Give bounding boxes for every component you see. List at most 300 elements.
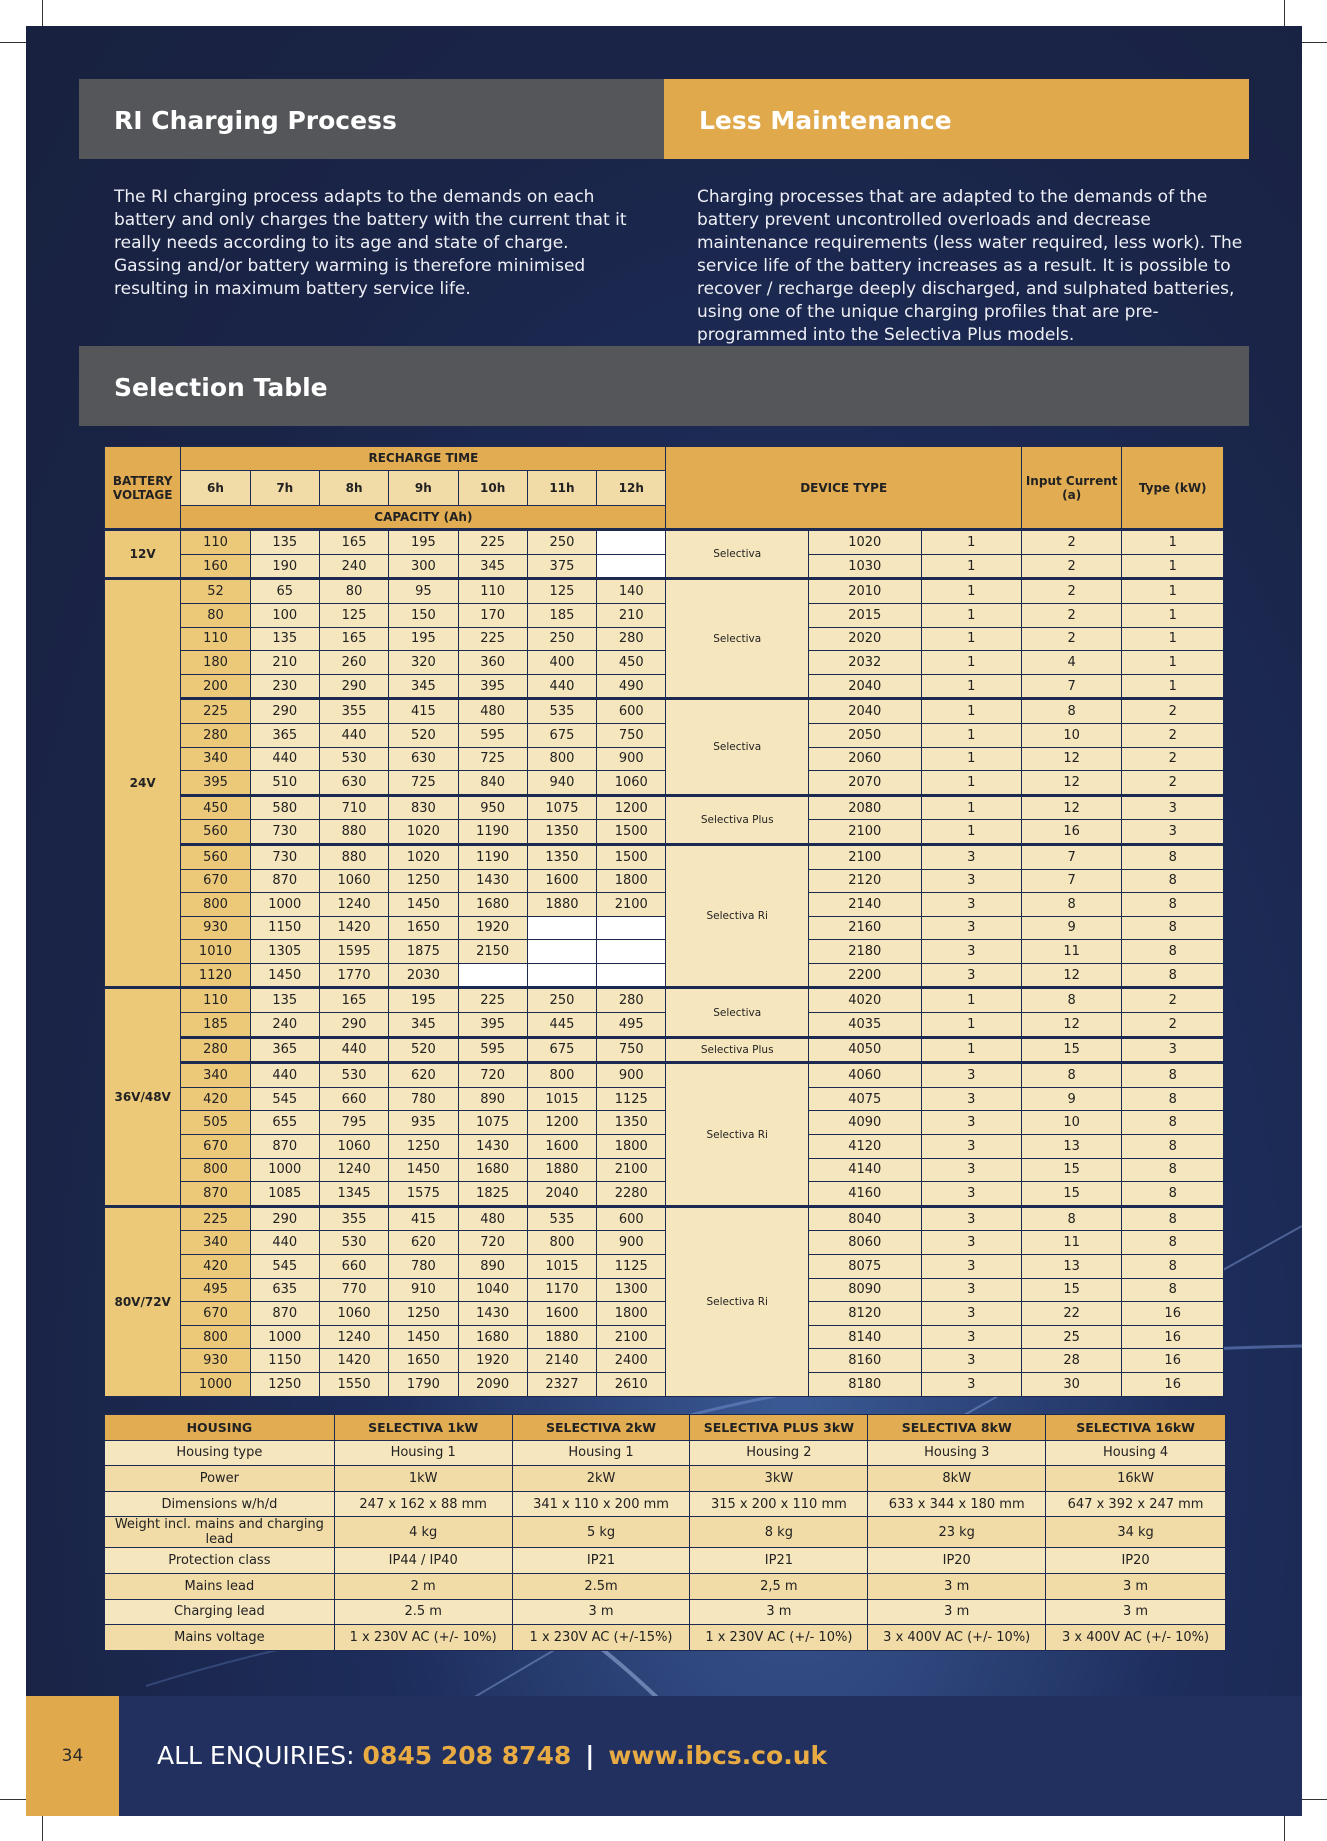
capacity-cell: 870 [250,869,319,893]
model-cell: 4120 [809,1135,922,1159]
capacity-cell: 1770 [319,963,388,988]
housing-value-cell: IP21 [512,1548,690,1574]
capacity-header: CAPACITY (Ah) [181,505,666,530]
housing-value-cell: 3 m [1046,1573,1226,1599]
capacity-cell: 580 [250,795,319,820]
capacity-cell: 1170 [527,1278,596,1302]
input-current-cell: 12 [1021,771,1121,796]
capacity-cell: 110 [181,627,250,651]
capacity-cell: 210 [597,603,666,627]
capacity-cell: 1350 [527,820,596,845]
table-row [105,723,1224,747]
phase-cell: 1 [921,603,1021,627]
capacity-cell: 320 [389,651,458,675]
type-kw-cell: 1 [1122,579,1224,604]
capacity-cell: 800 [527,1231,596,1255]
capacity-cell: 830 [389,795,458,820]
table-row [105,1013,1224,1038]
table-row [105,963,1224,988]
capacity-cell: 1250 [389,1135,458,1159]
capacity-cell [597,916,666,940]
capacity-cell: 1650 [389,916,458,940]
capacity-cell: 710 [319,795,388,820]
housing-label-cell: Dimensions w/h/d [105,1491,335,1517]
type-kw-cell: 8 [1122,1182,1224,1207]
input-current-cell: 7 [1021,674,1121,699]
capacity-cell: 1430 [458,869,527,893]
phase-cell: 3 [921,963,1021,988]
capacity-cell: 1600 [527,869,596,893]
hours-header: 10h [458,470,527,505]
capacity-cell: 440 [250,1231,319,1255]
housing-header-row [105,1415,1226,1441]
capacity-cell: 185 [181,1013,250,1038]
capacity-cell: 80 [319,579,388,604]
capacity-cell: 355 [319,1206,388,1231]
capacity-cell: 890 [458,1087,527,1111]
housing-value-cell: 647 x 392 x 247 mm [1046,1491,1226,1517]
model-cell: 2080 [809,795,922,820]
capacity-cell: 1420 [319,916,388,940]
housing-row [105,1548,1226,1574]
table-row [105,1278,1224,1302]
model-cell: 2120 [809,869,922,893]
capacity-cell: 1350 [597,1111,666,1135]
device-type-cell: Selectiva Plus [666,795,809,844]
capacity-cell: 1800 [597,1302,666,1326]
capacity-cell: 1875 [389,940,458,964]
capacity-cell: 365 [250,723,319,747]
capacity-cell: 340 [181,1063,250,1088]
phone-number[interactable]: 0845 208 8748 [362,1741,572,1770]
less-maintenance-header: Less Maintenance [664,79,1249,159]
capacity-cell: 1125 [597,1255,666,1279]
housing-row [105,1625,1226,1651]
capacity-cell: 1650 [389,1349,458,1373]
capacity-cell: 900 [597,1063,666,1088]
type-kw-cell: 1 [1122,627,1224,651]
type-kw-header: Type (kW) [1122,447,1224,530]
housing-label-cell: Mains lead [105,1573,335,1599]
input-current-cell: 2 [1021,530,1121,555]
phase-cell: 3 [921,1255,1021,1279]
phase-cell: 1 [921,699,1021,724]
capacity-cell: 495 [181,1278,250,1302]
capacity-cell: 495 [597,1013,666,1038]
model-cell: 8090 [809,1278,922,1302]
capacity-cell: 250 [527,988,596,1013]
capacity-cell: 225 [458,988,527,1013]
housing-value-cell: 2.5 m [334,1599,512,1625]
capacity-cell: 1190 [458,844,527,869]
capacity-cell: 135 [250,530,319,555]
capacity-cell: 930 [181,1349,250,1373]
table-row [105,1302,1224,1326]
type-kw-cell: 1 [1122,603,1224,627]
housing-header-cell: SELECTIVA 1kW [334,1415,512,1441]
capacity-cell: 750 [597,1037,666,1063]
type-kw-cell: 2 [1122,723,1224,747]
device-type-header: DEVICE TYPE [666,447,1022,530]
capacity-cell: 1150 [250,1349,319,1373]
housing-value-cell: 2.5m [512,1573,690,1599]
capacity-cell: 800 [181,1158,250,1182]
model-cell: 2100 [809,820,922,845]
model-cell: 8040 [809,1206,922,1231]
capacity-cell: 900 [597,1231,666,1255]
hours-header: 11h [527,470,596,505]
housing-value-cell: 1kW [334,1466,512,1492]
capacity-cell: 1880 [527,1325,596,1349]
capacity-cell: 780 [389,1087,458,1111]
capacity-cell: 195 [389,988,458,1013]
table-row [105,844,1224,869]
housing-value-cell: Housing 1 [334,1440,512,1466]
capacity-cell: 560 [181,820,250,845]
capacity-cell: 1015 [527,1255,596,1279]
type-kw-cell: 3 [1122,1037,1224,1063]
type-kw-cell: 8 [1122,1158,1224,1182]
capacity-cell: 1600 [527,1135,596,1159]
capacity-cell: 280 [597,627,666,651]
capacity-cell: 600 [597,699,666,724]
table-row [105,579,1224,604]
table-row [105,651,1224,675]
selection-table [104,446,1224,1397]
capacity-cell: 395 [181,771,250,796]
capacity-cell: 630 [319,771,388,796]
capacity-cell: 2280 [597,1182,666,1207]
type-kw-cell: 8 [1122,1255,1224,1279]
selection-header-row [105,447,1224,471]
capacity-cell: 280 [597,988,666,1013]
type-kw-cell: 1 [1122,530,1224,555]
crop-mark [1284,1813,1285,1841]
charging-process-text: The RI charging process adapts to the demands on each battery and only charges the battery with the current that it really needs according to its age and state of charge. Gassing and/or battery warming is therefore minimised resulting in maximum battery service life. [114,187,627,299]
input-current-cell: 4 [1021,651,1121,675]
model-cell: 2010 [809,579,922,604]
capacity-cell: 1880 [527,893,596,917]
device-type-cell: Selectiva [666,579,809,699]
capacity-cell: 160 [181,554,250,579]
capacity-cell: 1060 [319,1135,388,1159]
capacity-cell: 1125 [597,1087,666,1111]
input-current-cell: 13 [1021,1135,1121,1159]
capacity-cell: 480 [458,1206,527,1231]
input-current-cell: 10 [1021,1111,1121,1135]
capacity-cell: 1420 [319,1349,388,1373]
table-row [105,869,1224,893]
capacity-cell: 80 [181,603,250,627]
capacity-cell: 415 [389,1206,458,1231]
input-current-cell: 10 [1021,723,1121,747]
input-current-cell: 25 [1021,1325,1121,1349]
website-link[interactable]: www.ibcs.co.uk [608,1741,828,1770]
phase-cell: 1 [921,627,1021,651]
input-current-header: Input Current (a) [1021,447,1121,530]
capacity-cell: 110 [458,579,527,604]
input-current-cell: 8 [1021,1206,1121,1231]
capacity-cell: 870 [181,1182,250,1207]
recharge-time-header: RECHARGE TIME [181,447,666,471]
phase-cell: 3 [921,1063,1021,1088]
capacity-cell: 1680 [458,1158,527,1182]
table-row [105,795,1224,820]
input-current-cell: 12 [1021,1013,1121,1038]
input-current-cell: 12 [1021,963,1121,988]
housing-label-cell: Charging lead [105,1599,335,1625]
model-cell: 2060 [809,747,922,771]
crop-mark [0,42,28,43]
capacity-cell: 1345 [319,1182,388,1207]
capacity-cell: 100 [250,603,319,627]
type-kw-cell: 8 [1122,1063,1224,1088]
housing-row [105,1491,1226,1517]
capacity-cell: 1250 [250,1372,319,1396]
charging-process-header: RI Charging Process [79,79,664,159]
model-cell: 8140 [809,1325,922,1349]
capacity-cell: 530 [319,747,388,771]
capacity-cell: 225 [458,530,527,555]
type-kw-cell: 16 [1122,1349,1224,1373]
capacity-cell: 185 [527,603,596,627]
model-cell: 4020 [809,988,922,1013]
capacity-cell: 870 [250,1135,319,1159]
capacity-cell: 150 [389,603,458,627]
capacity-cell: 345 [458,554,527,579]
capacity-cell: 520 [389,1037,458,1063]
hours-header: 8h [319,470,388,505]
capacity-cell: 400 [527,651,596,675]
capacity-cell: 560 [181,844,250,869]
capacity-cell: 870 [250,1302,319,1326]
capacity-cell: 2610 [597,1372,666,1396]
housing-value-cell: 247 x 162 x 88 mm [334,1491,512,1517]
capacity-cell: 195 [389,627,458,651]
housing-value-cell: 1 x 230V AC (+/- 10%) [690,1625,868,1651]
capacity-cell: 210 [250,651,319,675]
input-current-cell: 2 [1021,579,1121,604]
housing-value-cell: 1 x 230V AC (+/- 10%) [334,1625,512,1651]
capacity-cell: 840 [458,771,527,796]
capacity-cell: 290 [250,699,319,724]
capacity-cell: 290 [319,674,388,699]
table-row [105,1135,1224,1159]
capacity-cell: 1790 [389,1372,458,1396]
capacity-cell: 170 [458,603,527,627]
capacity-cell: 800 [527,1063,596,1088]
type-kw-cell: 2 [1122,747,1224,771]
capacity-cell [597,940,666,964]
capacity-cell: 510 [250,771,319,796]
housing-value-cell: 3 m [868,1573,1046,1599]
hours-header: 7h [250,470,319,505]
device-type-cell: Selectiva [666,699,809,795]
capacity-cell: 1880 [527,1158,596,1182]
housing-value-cell: 3 m [1046,1599,1226,1625]
selection-table-header: Selection Table [79,346,1249,426]
phase-cell: 3 [921,1302,1021,1326]
phase-cell: 1 [921,820,1021,845]
capacity-cell: 1450 [250,963,319,988]
phase-cell: 3 [921,1111,1021,1135]
capacity-cell: 675 [527,1037,596,1063]
phase-cell: 3 [921,1158,1021,1182]
capacity-cell: 2030 [389,963,458,988]
capacity-cell: 1200 [597,795,666,820]
model-cell: 8120 [809,1302,922,1326]
capacity-cell: 440 [319,723,388,747]
housing-value-cell: IP20 [868,1548,1046,1574]
housing-value-cell: Housing 4 [1046,1440,1226,1466]
type-kw-cell: 8 [1122,1087,1224,1111]
capacity-cell: 240 [250,1013,319,1038]
input-current-cell: 22 [1021,1302,1121,1326]
capacity-cell: 1450 [389,1158,458,1182]
capacity-cell: 1600 [527,1302,596,1326]
phase-cell: 3 [921,1349,1021,1373]
housing-label-cell: Housing type [105,1440,335,1466]
hours-header: 12h [597,470,666,505]
device-type-cell: Selectiva [666,988,809,1037]
model-cell: 2200 [809,963,922,988]
housing-value-cell: 8kW [868,1466,1046,1492]
capacity-cell: 140 [597,579,666,604]
model-cell: 8060 [809,1231,922,1255]
capacity-cell: 545 [250,1255,319,1279]
input-current-cell: 7 [1021,869,1121,893]
capacity-cell: 670 [181,1135,250,1159]
capacity-cell: 1120 [181,963,250,988]
table-row [105,1372,1224,1396]
model-cell: 2070 [809,771,922,796]
capacity-cell: 420 [181,1087,250,1111]
capacity-cell: 620 [389,1231,458,1255]
housing-header-cell: HOUSING [105,1415,335,1441]
brochure-page [26,26,1302,1816]
capacity-cell: 280 [181,1037,250,1063]
hours-header: 6h [181,470,250,505]
footer-bar [26,1696,1302,1816]
capacity-cell: 1015 [527,1087,596,1111]
enquiries-label: ALL ENQUIRIES: [157,1741,355,1770]
phase-cell: 1 [921,723,1021,747]
capacity-cell: 535 [527,699,596,724]
input-current-cell: 8 [1021,1063,1121,1088]
housing-table [104,1414,1226,1651]
input-current-cell: 15 [1021,1158,1121,1182]
capacity-cell: 660 [319,1087,388,1111]
capacity-cell: 630 [389,747,458,771]
capacity-cell: 655 [250,1111,319,1135]
capacity-cell: 440 [250,747,319,771]
capacity-cell: 135 [250,627,319,651]
capacity-cell: 1020 [389,844,458,869]
capacity-cell: 375 [527,554,596,579]
capacity-cell: 52 [181,579,250,604]
capacity-cell: 345 [389,1013,458,1038]
capacity-cell: 2100 [597,1158,666,1182]
capacity-cell: 1020 [389,820,458,845]
input-current-cell: 2 [1021,627,1121,651]
type-kw-cell: 2 [1122,771,1224,796]
capacity-cell: 440 [250,1063,319,1088]
capacity-cell: 1800 [597,1135,666,1159]
housing-value-cell: IP21 [690,1548,868,1574]
capacity-cell: 345 [389,674,458,699]
capacity-cell: 1500 [597,844,666,869]
capacity-cell: 490 [597,674,666,699]
model-cell: 2040 [809,674,922,699]
housing-value-cell: 315 x 200 x 110 mm [690,1491,868,1517]
capacity-cell: 1060 [319,869,388,893]
phase-cell: 3 [921,1087,1021,1111]
capacity-cell: 260 [319,651,388,675]
capacity-cell: 1190 [458,820,527,845]
page-number: 34 [26,1696,119,1816]
type-kw-cell: 3 [1122,820,1224,845]
capacity-cell: 1430 [458,1135,527,1159]
phase-cell: 3 [921,844,1021,869]
table-row [105,1206,1224,1231]
housing-value-cell: 3 m [512,1599,690,1625]
device-type-cell: Selectiva Plus [666,1037,809,1063]
capacity-cell: 770 [319,1278,388,1302]
model-cell: 4060 [809,1063,922,1088]
type-kw-cell: 8 [1122,869,1224,893]
housing-row [105,1466,1226,1492]
capacity-cell: 670 [181,869,250,893]
housing-row [105,1599,1226,1625]
capacity-cell: 1000 [250,893,319,917]
capacity-cell: 125 [527,579,596,604]
capacity-cell: 225 [458,627,527,651]
input-current-cell: 8 [1021,988,1121,1013]
phase-cell: 1 [921,651,1021,675]
capacity-cell: 675 [527,723,596,747]
battery-voltage-cell: 36V/48V [105,988,181,1206]
capacity-cell: 800 [527,747,596,771]
type-kw-cell: 8 [1122,1135,1224,1159]
housing-value-cell: 633 x 344 x 180 mm [868,1491,1046,1517]
capacity-cell: 395 [458,674,527,699]
crop-mark [1284,0,1285,28]
capacity-cell [597,530,666,555]
capacity-cell [597,963,666,988]
housing-value-cell: IP20 [1046,1548,1226,1574]
table-row [105,988,1224,1013]
housing-header-cell: SELECTIVA 2kW [512,1415,690,1441]
table-row [105,1087,1224,1111]
input-current-cell: 13 [1021,1255,1121,1279]
capacity-cell: 2150 [458,940,527,964]
type-kw-cell: 1 [1122,554,1224,579]
type-kw-cell: 16 [1122,1325,1224,1349]
battery-voltage-cell: 12V [105,530,181,579]
capacity-cell: 1000 [250,1325,319,1349]
capacity-cell: 2327 [527,1372,596,1396]
capacity-cell: 730 [250,844,319,869]
crop-mark [0,1799,28,1800]
housing-value-cell: 16kW [1046,1466,1226,1492]
input-current-cell: 9 [1021,1087,1121,1111]
phase-cell: 3 [921,1325,1021,1349]
capacity-cell: 725 [458,747,527,771]
phase-cell: 3 [921,1206,1021,1231]
input-current-cell: 8 [1021,893,1121,917]
capacity-cell: 2100 [597,893,666,917]
phase-cell: 1 [921,1013,1021,1038]
